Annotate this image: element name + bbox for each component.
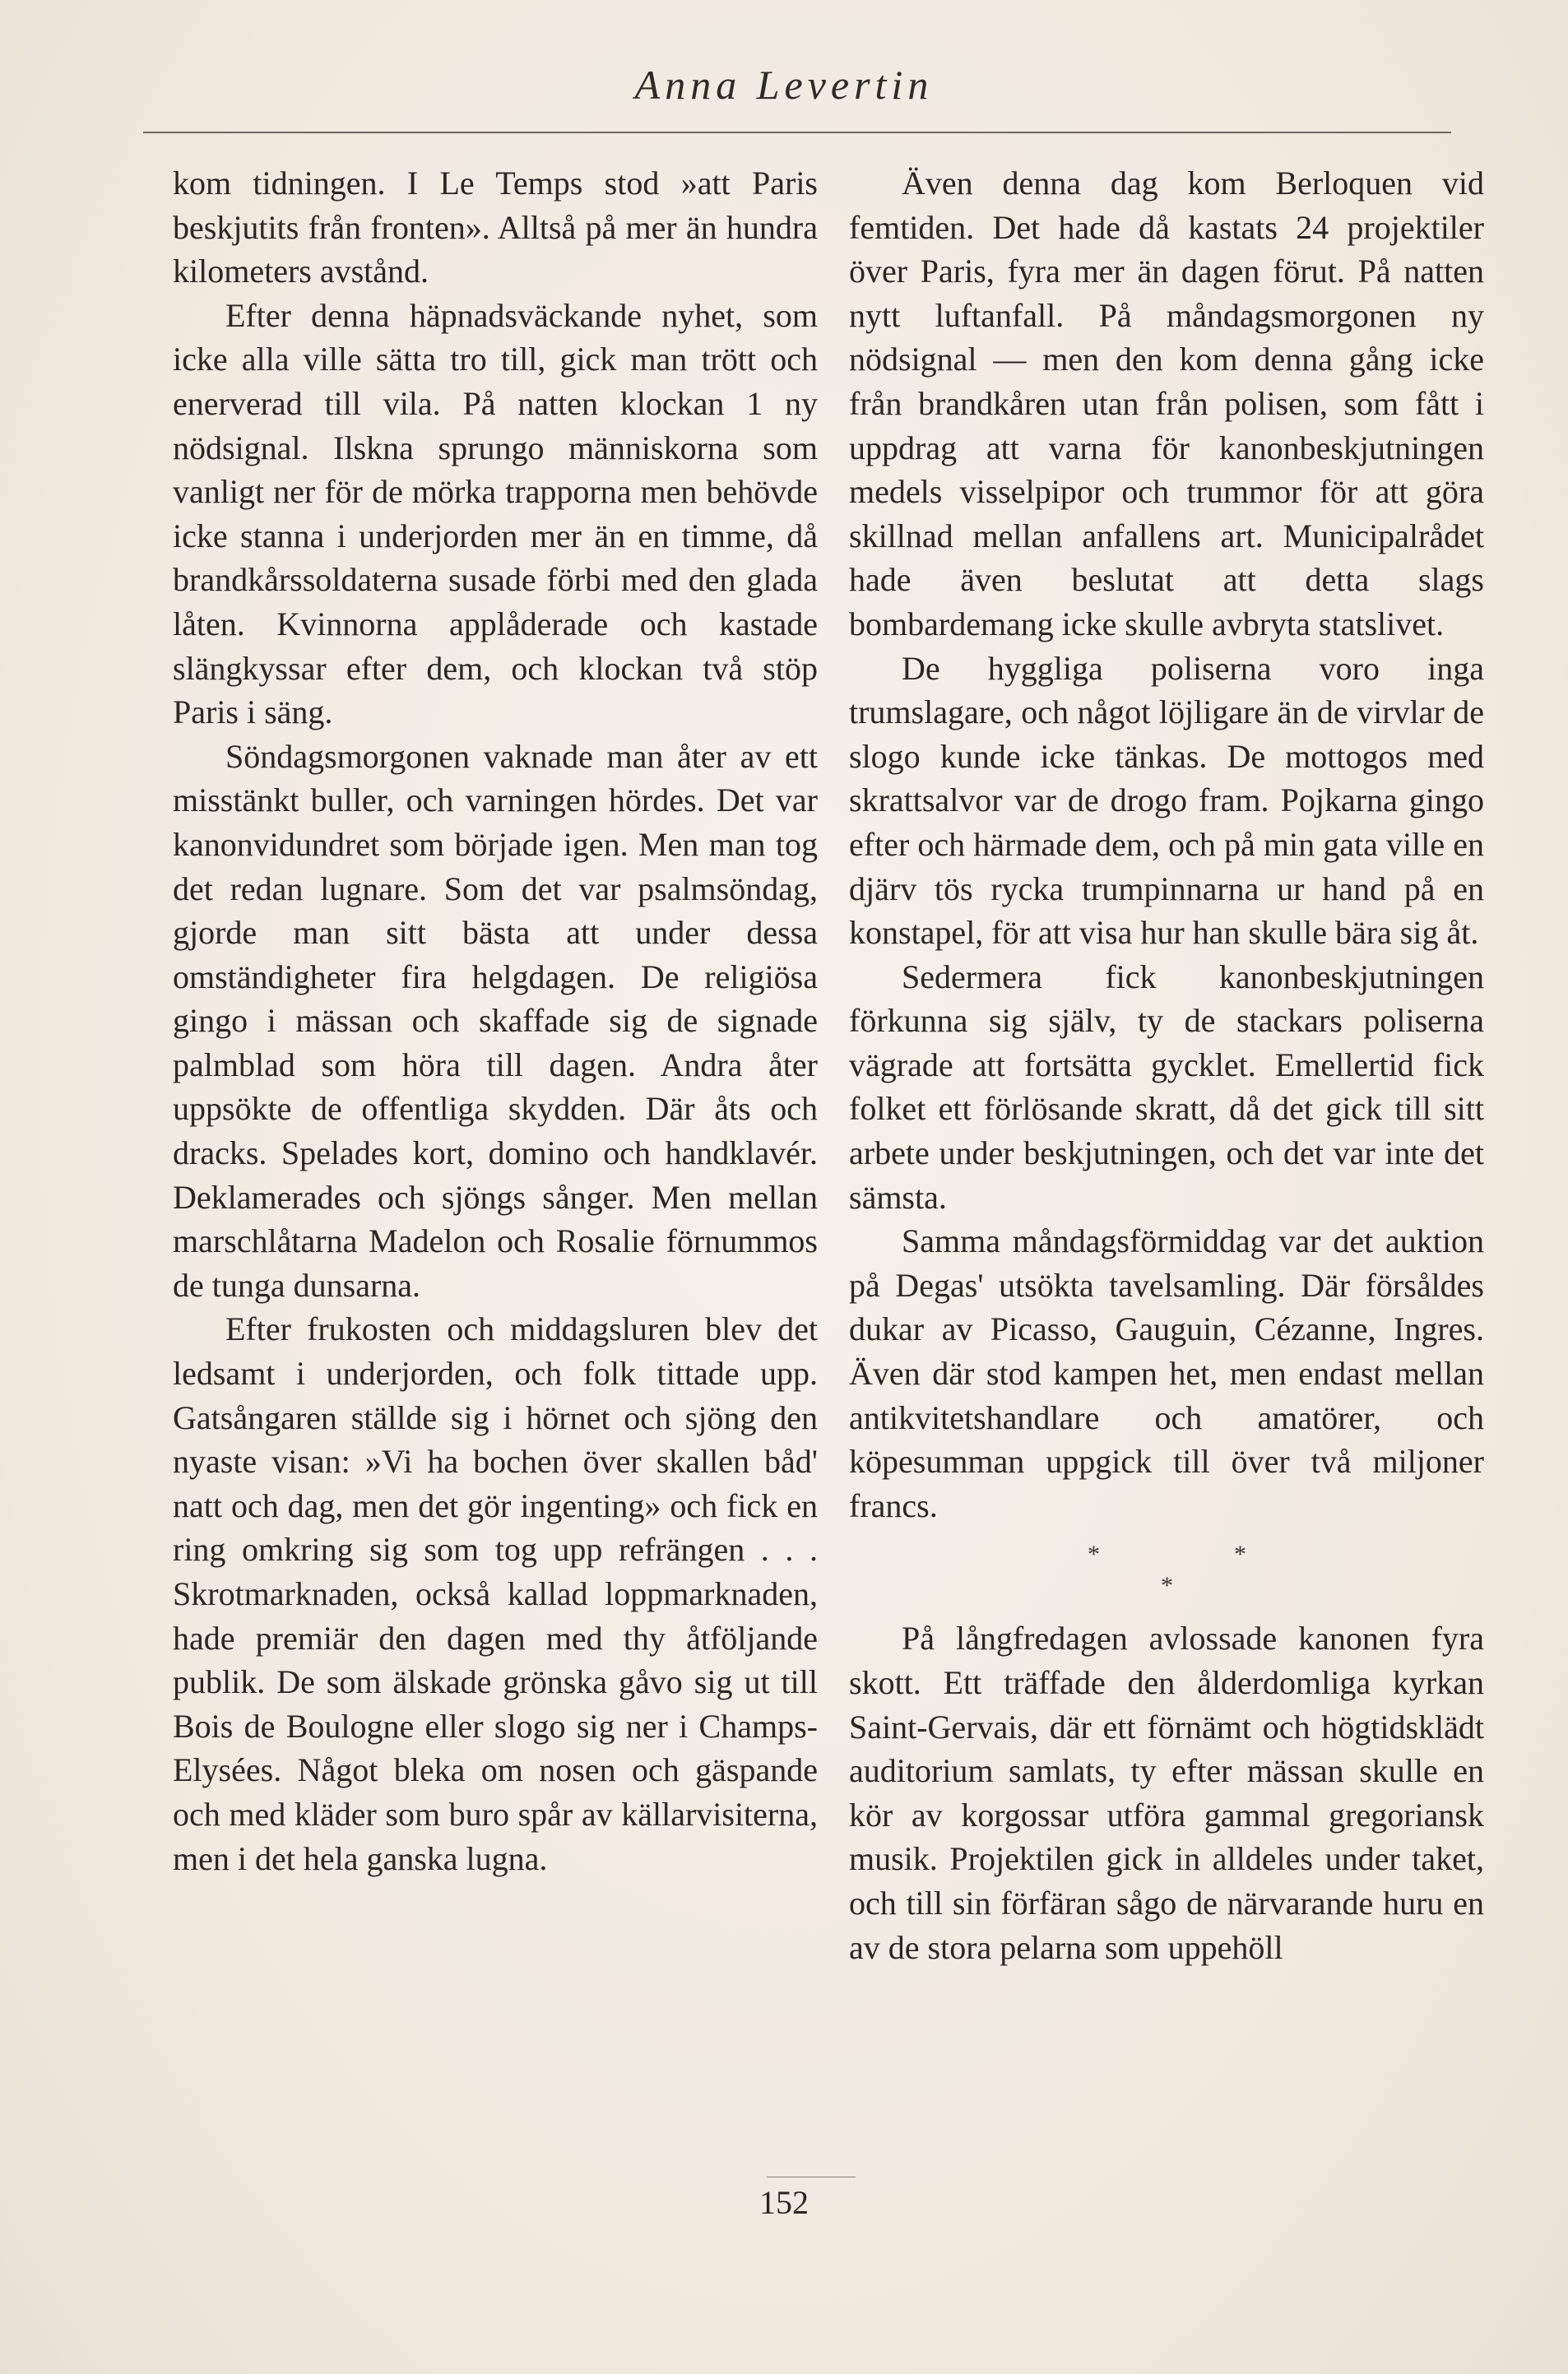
- left-column: [173, 161, 818, 1880]
- paragraph: De hyggliga poliserna voro inga trumslagare, och något löjligare än de virvlar de slogo kunde icke tänkas. De mottogos med skrattsalvor var de drogo fram. Pojkarna gingo efter och härmade dem, och på min gata ville en djärv tös rycka trumpinnarna ur hand på en konstapel, för att visa hur han skulle bära sig åt.: [849, 649, 1484, 952]
- paragraph: kom tidningen. I Le Temps stod »att Paris beskjutits från fronten». Alltså på mer än hundra kilometers avstånd.: [173, 165, 818, 290]
- paragraph: Även denna dag kom Berloquen vid femtiden. Det hade då kastats 24 projektiler över Paris, fyra mer än dagen förut. På natten nytt luftanfall. På måndagsmorgonen ny nödsignal — men den kom denna gång icke från brandkåren utan från polisen, som fått i uppdrag att varna för kanonbeskjutningen medels visselpipor och trummor för att göra skillnad mellan anfallens art. Municipalrådet hade även beslutat att detta slags bombardemang icke skulle avbryta statslivet.: [849, 165, 1484, 642]
- paragraph: Sedermera fick kanonbeskjutningen förkunna sig själv, ty de stackars poliserna vägrade att fortsätta gycklet. Emellertid fick folket ett förlösande skratt, då det gick till sitt arbete under beskjutningen, och det var inte det sämsta.: [849, 957, 1484, 1216]
- paragraph: Söndagsmorgonen vaknade man åter av ett misstänkt buller, och varningen hördes. Det var kanonvidundret som började igen. Men man tog det redan lugnare. Som det var psalmsöndag, gjorde man sitt bästa att under dessa omständigheter fira helgdagen. De religiösa gingo i mässan och skaffade sig de signade palmblad som höra till dagen. Andra åter uppsökte de offentliga skydden. Där åts och dracks. Spelades kort, domino och handklavér. Deklamerades och sjöngs sånger. Men mellan marschlåtarna Madelon och Rosalie förnummos de tunga dunsarna.: [173, 737, 818, 1304]
- asterisk: *: [1161, 1572, 1173, 1600]
- right-column: [849, 161, 1484, 1969]
- paragraph: Efter frukosten och middagsluren blev det ledsamt i underjorden, och folk tittade upp. Gatsångaren ställde sig i hörnet och sjöng den nyaste visan: »Vi ha bochen över skallen båd' natt och dag, men det gör ingenting» och fick en ring omkring sig som tog upp refrängen . . . Skrotmarknaden, också kallad loppmarknaden, hade premiär den dagen med thy åtföljande publik. De som älskade grönska gåvo sig ut till Bois de Boulogne eller slogo sig ner i Champs-Elysées. Något bleka om nosen och gäspande och med kläder som buro spår av källarvisiterna, men i det hela ganska lugna.: [173, 1310, 818, 1877]
- paragraph: Efter denna häpnadsväckande nyhet, som icke alla ville sätta tro till, gick man trött och enerverad till vila. På natten klockan 1 ny nödsignal. Ilskna sprungo människorna som vanligt ner för de mörka trapporna men behövde icke stanna i underjorden mer än en timme, då brandkårssoldaterna susade förbi med den glada låten. Kvinnorna applåderade och kastade slängkyssar efter dem, och klockan två stöp Paris i säng.: [173, 296, 818, 731]
- paragraph: Samma måndagsförmiddag var det auktion på Degas' utsökta tavelsamling. Där försåldes dukar av Picasso, Gauguin, Cézanne, Ingres. Även där stod kampen het, men endast mellan antikvitetshandlare och amatörer, och köpesumman uppgick till över två miljoner francs.: [849, 1222, 1484, 1524]
- paragraph: På långfredagen avlossade kanonen fyra skott. Ett träffade den ålderdomliga kyrkan Saint-Gervais, där ett förnämt och högtidsklädt auditorium samlats, ty efter mässan skulle en kör av korgossar utföra gammal gregoriansk musik. Projektilen gick in alldeles under taket, och till sin förfäran sågo de närvarande huru en av de stora pelarna som uppehöll: [849, 1620, 1484, 1966]
- page-number: 152: [759, 2184, 809, 2221]
- asterisk: *: [1088, 1541, 1100, 1569]
- running-head: Anna Levertin: [634, 62, 934, 108]
- asterisk: *: [1234, 1541, 1246, 1569]
- section-break-asterism: [849, 1528, 1484, 1616]
- header-rule: [143, 132, 1451, 133]
